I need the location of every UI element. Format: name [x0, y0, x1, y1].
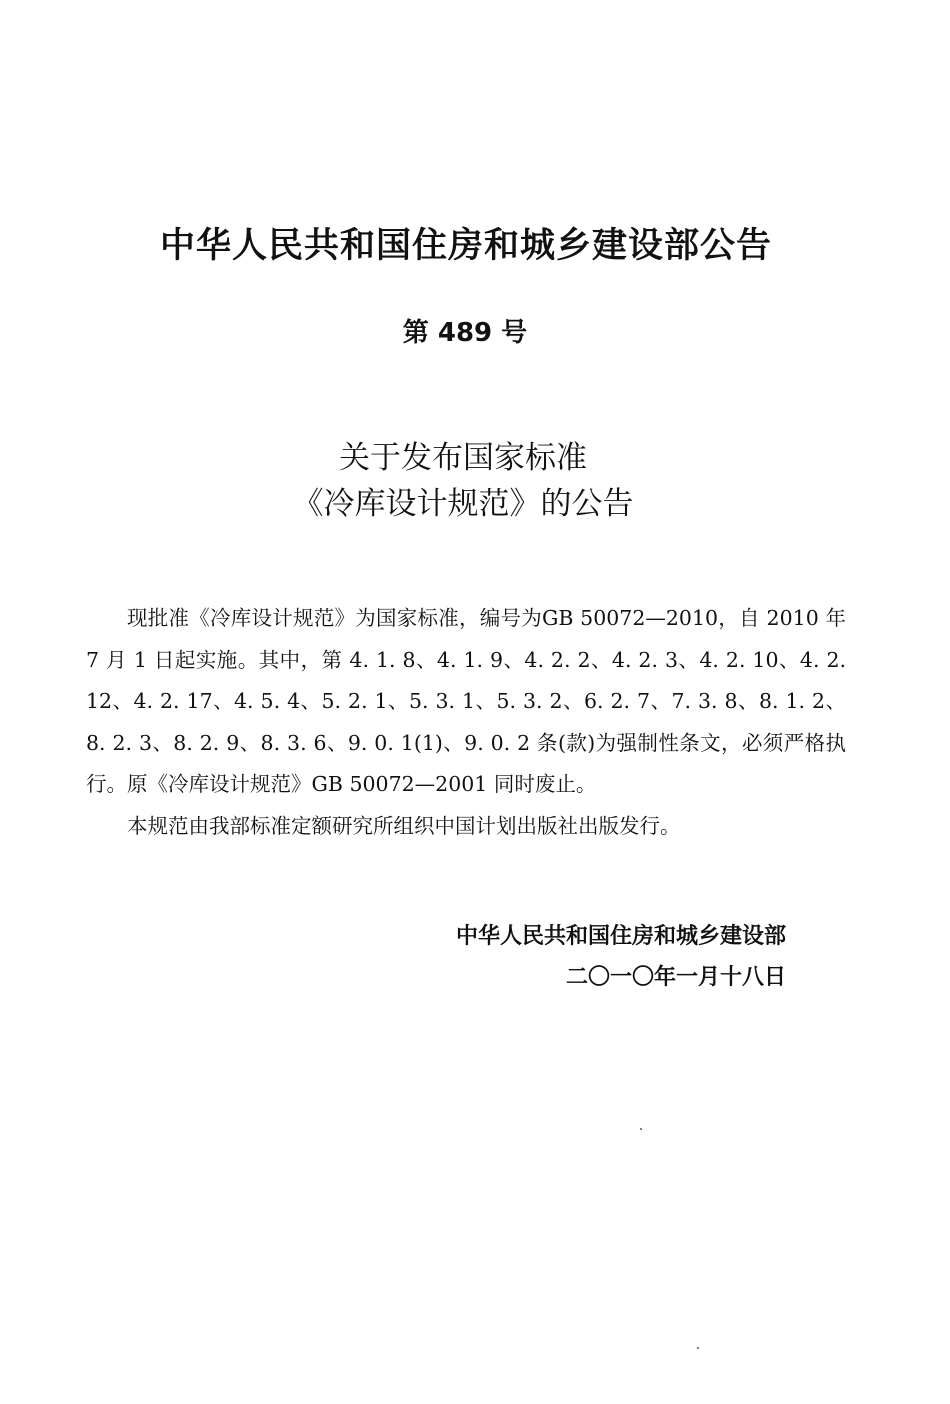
scan-speck [697, 1347, 699, 1349]
announcement-body [86, 598, 846, 847]
signature-organization: 中华人民共和国住房和城乡建设部 [455, 924, 786, 949]
scan-speck [640, 1128, 642, 1130]
announcement-number: 第 489 号 [402, 318, 528, 348]
body-paragraph-1: 现批准《冷库设计规范》为国家标准，编号为GB 50072—2010，自 2010 年 7 月 1 日起实施。其中，第 4. 1. 8、4. 1. 9、4. 2. 2、4. 2. 3、4. 2. 10、4. 2. 12、4. 2. 17、4. 5. 4、5. 2. 1、5. 3. 1、5. 3. 2、6. 2. 7、7. 3. 8、8. 1. 2、8. 2. 3、8. 2. 9、8. 3. 6、9. 0. 1(1)、9. 0. 2 条(款)为强制性条文，必须严格执行。原《冷库设计规范》GB 50072—2001 同时废止。 [86, 606, 846, 796]
ministry-title: 中华人民共和国住房和城乡建设部公告 [159, 226, 772, 266]
body-paragraph-2: 本规范由我部标准定额研究所组织中国计划出版社出版发行。 [127, 813, 681, 838]
signature-date: 二〇一〇年一月十八日 [565, 965, 786, 990]
subject-line-2: 《冷库设计规范》的公告 [292, 486, 634, 522]
subject-line-1: 关于发布国家标准 [339, 440, 587, 476]
